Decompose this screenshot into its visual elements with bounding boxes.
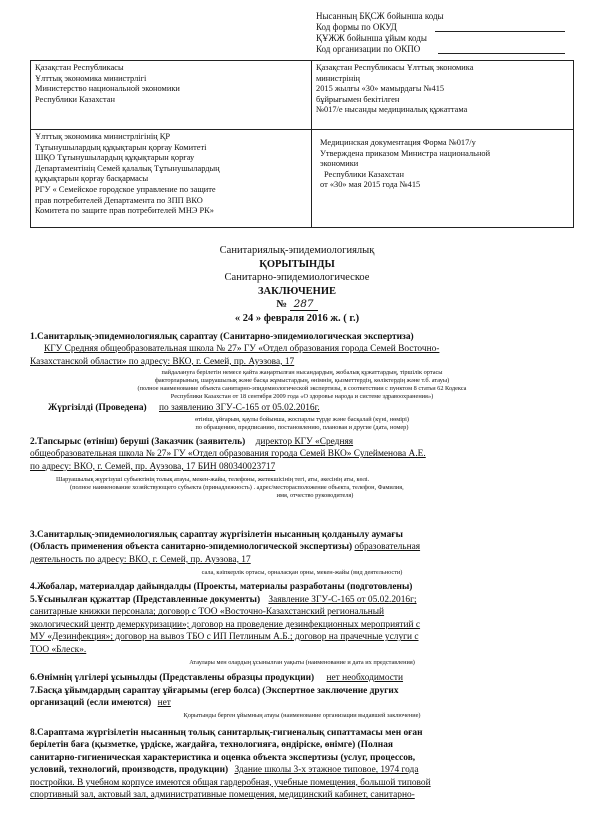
- approval-kz: Қазақстан Республикасы Ұлттық экономика министрінің 2015 жылғы «30» мамырдағы №415 бұйрығымен бекітілген №017/е нысанды медициналық құжаттама: [312, 61, 574, 130]
- section-8: 8.Сараптама жүргізілетін нысанның толық санитарлық-гигиеналық сипаттамасы мен оған берілетін баға (қызметке, үрдіске, жағдайға, технологияға, өндіріске, өнімге) (Полная санитарно-гигиеническая характеристика и оценка объекта экспертизы (услуг, процессов, условий, технологий, производств, продукции) Здание школы 3-х этажное типовое, 1974 года постройки. В учебном корпусе имеются общая гардеробная, учебные помещения, большой типовой спортивный зал, актовый зал, административные помещения, медицинский кабинет, санитарно-: [30, 728, 431, 801]
- section-3-notes: сала, кәіпкерлік ортасы, орналасқан орны, мекен-жайы (вид деятельности): [201, 569, 403, 576]
- codes-underline-1: [435, 31, 565, 32]
- section-3: 3.Санитарлық-эпидемиологиялық сараптау жүргізілетін нысанның қолданылу аумағы (Область применения объекта санитарно-эпидемиологической экспертизы) образовательная деятельность по адресу: ВКО, г. Семей, пр. Ауэзова, 17: [30, 530, 421, 565]
- title-kz: Санитариялық-эпидемиологиялық: [219, 245, 375, 256]
- header-table: [30, 60, 574, 228]
- section-1-conducted-notes: өтініш, ұйғарым, қаулы бойынша, жоспарлы түрде және басқалай (күні, нөмірі) по обращению, предписанию, постановлению, плановая и другие (дата, номер): [195, 416, 409, 431]
- code-line-1: Нысанның БҚСЖ бойынша коды: [316, 11, 444, 21]
- section-4: 4.Жобалар, материалдар дайындалды (Проекты, материалы разработаны (подготовлены): [30, 582, 413, 592]
- form-codes: [316, 11, 566, 55]
- approval-ru: Медицинская документация Форма №017/у Утверждена приказом Министра национальной экономики Республики Казахстан от «30» мая 2015 года №415: [312, 130, 574, 228]
- section-1-address: Казахстанской области» по адресу: ВКО, г. Семей, пр. Ауэзова, 17: [30, 356, 295, 367]
- section-5: 5.Ұсынылған құжаттар (Представленные документы) Заявление ЗГУ-С-165 от 05.02.2016г; санитарные книжки персонала; договор с ТОО «Восточно-Казахстанский региональный экологический центр демеркуризации»; договор на проведение дезинфекционных мероприятий с МУ «Дезинфекция»; договор на вывоз ТБО с ИП Петлиным А.Б.; договор на прачечные услуги с ТОО «Блеск».: [30, 595, 421, 655]
- section-1-conducted: Жүргізілді (Проведена) по заявлению ЗГУ-С-165 от 05.02.2016г.: [48, 403, 320, 413]
- section-2: 2.Тапсырыс (өтініш) беруші (Заказчик (заявитель) директор КГУ «Средняя общеобразовательная школа № 27» ГУ «Отдел образования города Семей ВКО» Сулейменова А.Е. по адресу: ВКО, г. Семей, пр. Ауэзова, 17 БИН 080340023717: [30, 437, 426, 472]
- section-1: [30, 331, 574, 368]
- section-5-notes: Атаулары мен олардың ұсынылған уақыты (наименование и дата их представления): [189, 659, 415, 666]
- issuing-authority: Ұлттық экономика министрлігінің ҚР Тұтынушылардың құқықтарын қорғау Комитеті ШҚО Тұтынушылардың құқықтарын қорғау Департаментінің Семей қалалық Тұтынушылардың құқықтарын қорғау басқармасы РГУ « Семейское городское управление по защите прав потребителей Департамента по ЗПП ВКО Комитета по защите прав потребителей МНЭ РК»: [31, 130, 312, 228]
- conclusion-number: № 287: [0, 298, 594, 312]
- section-6: 6.Өнімнің үлгілері ұсынылды (Представлены образцы продукции) нет необходимости: [30, 673, 404, 683]
- code-line-2: Код формы по ОКУД: [316, 22, 397, 32]
- ministry-kz-ru: Қазақстан Республикасы Ұлттық экономика министрлігі Министерство национальной экономики Республики Казахстан: [31, 61, 312, 130]
- section-1-heading: 1.Санитарлық-эпидемиологиялық сараптау (Санитарно-эпидемиологическая экспертиза): [30, 332, 414, 342]
- conclusion-date: « 24 » февраля 2016 ж. ( г.): [234, 312, 360, 324]
- code-line-3: ҚҰЖЖ бойынша ұйым коды: [316, 33, 427, 43]
- code-line-4: Код организации по ОКПО: [316, 44, 421, 54]
- document-title: [0, 244, 594, 326]
- section-1-notes: пайдалануға берілетін немесе қайта жаңартылған нысандардың, жобалық құжаттардың, тіршілік ортасы факторларының, шаруашылық және басқа жұмыстардың, өнімнің, қызметтердің, көліктердің және т.б. атауы) (полное наименование объекта санитарно-эпидемиологической экспертизы, в соответствии с пунктом 8 статьи 62 Кодекса Республики Казахстан от 18 сентября 2009 года «О здоровье народа и системе здравоохранения»): [137, 369, 467, 400]
- section-2-notes: Шаруашылық жүргізуші субъектінің толық атауы, мекен-жайы, телефоны, жетекшісінің тегі, аты, әкесінің аты, көлі. (полное наименование хозяйствующего субъекта (принадлежность) . адрес/месторасположение объекта, телефон, Фамилия, имя, отчество руководителя): [56, 476, 404, 499]
- section-7-notes: Қорытынды берген ұйымның атауы (наименование организации выдавшей заключение): [183, 712, 421, 719]
- title-ru: Санитарно-эпидемиологическое: [224, 272, 370, 284]
- section-7: 7.Басқа ұйымдардың сараптау ұйғарымы (егер болса) (Экспертное заключение других организаций (если имеются) нет: [30, 686, 399, 709]
- codes-underline-2: [438, 53, 565, 54]
- section-1-object: КГУ Средняя общеобразовательная школа № 27» ГУ «Отдел образования города Семей Восточно-: [44, 344, 440, 355]
- title-ru-main: ЗАКЛЮЧЕНИЕ: [257, 285, 337, 297]
- handwritten-number: 287: [290, 298, 318, 311]
- title-kz-main: ҚОРЫТЫНДЫ: [259, 258, 335, 270]
